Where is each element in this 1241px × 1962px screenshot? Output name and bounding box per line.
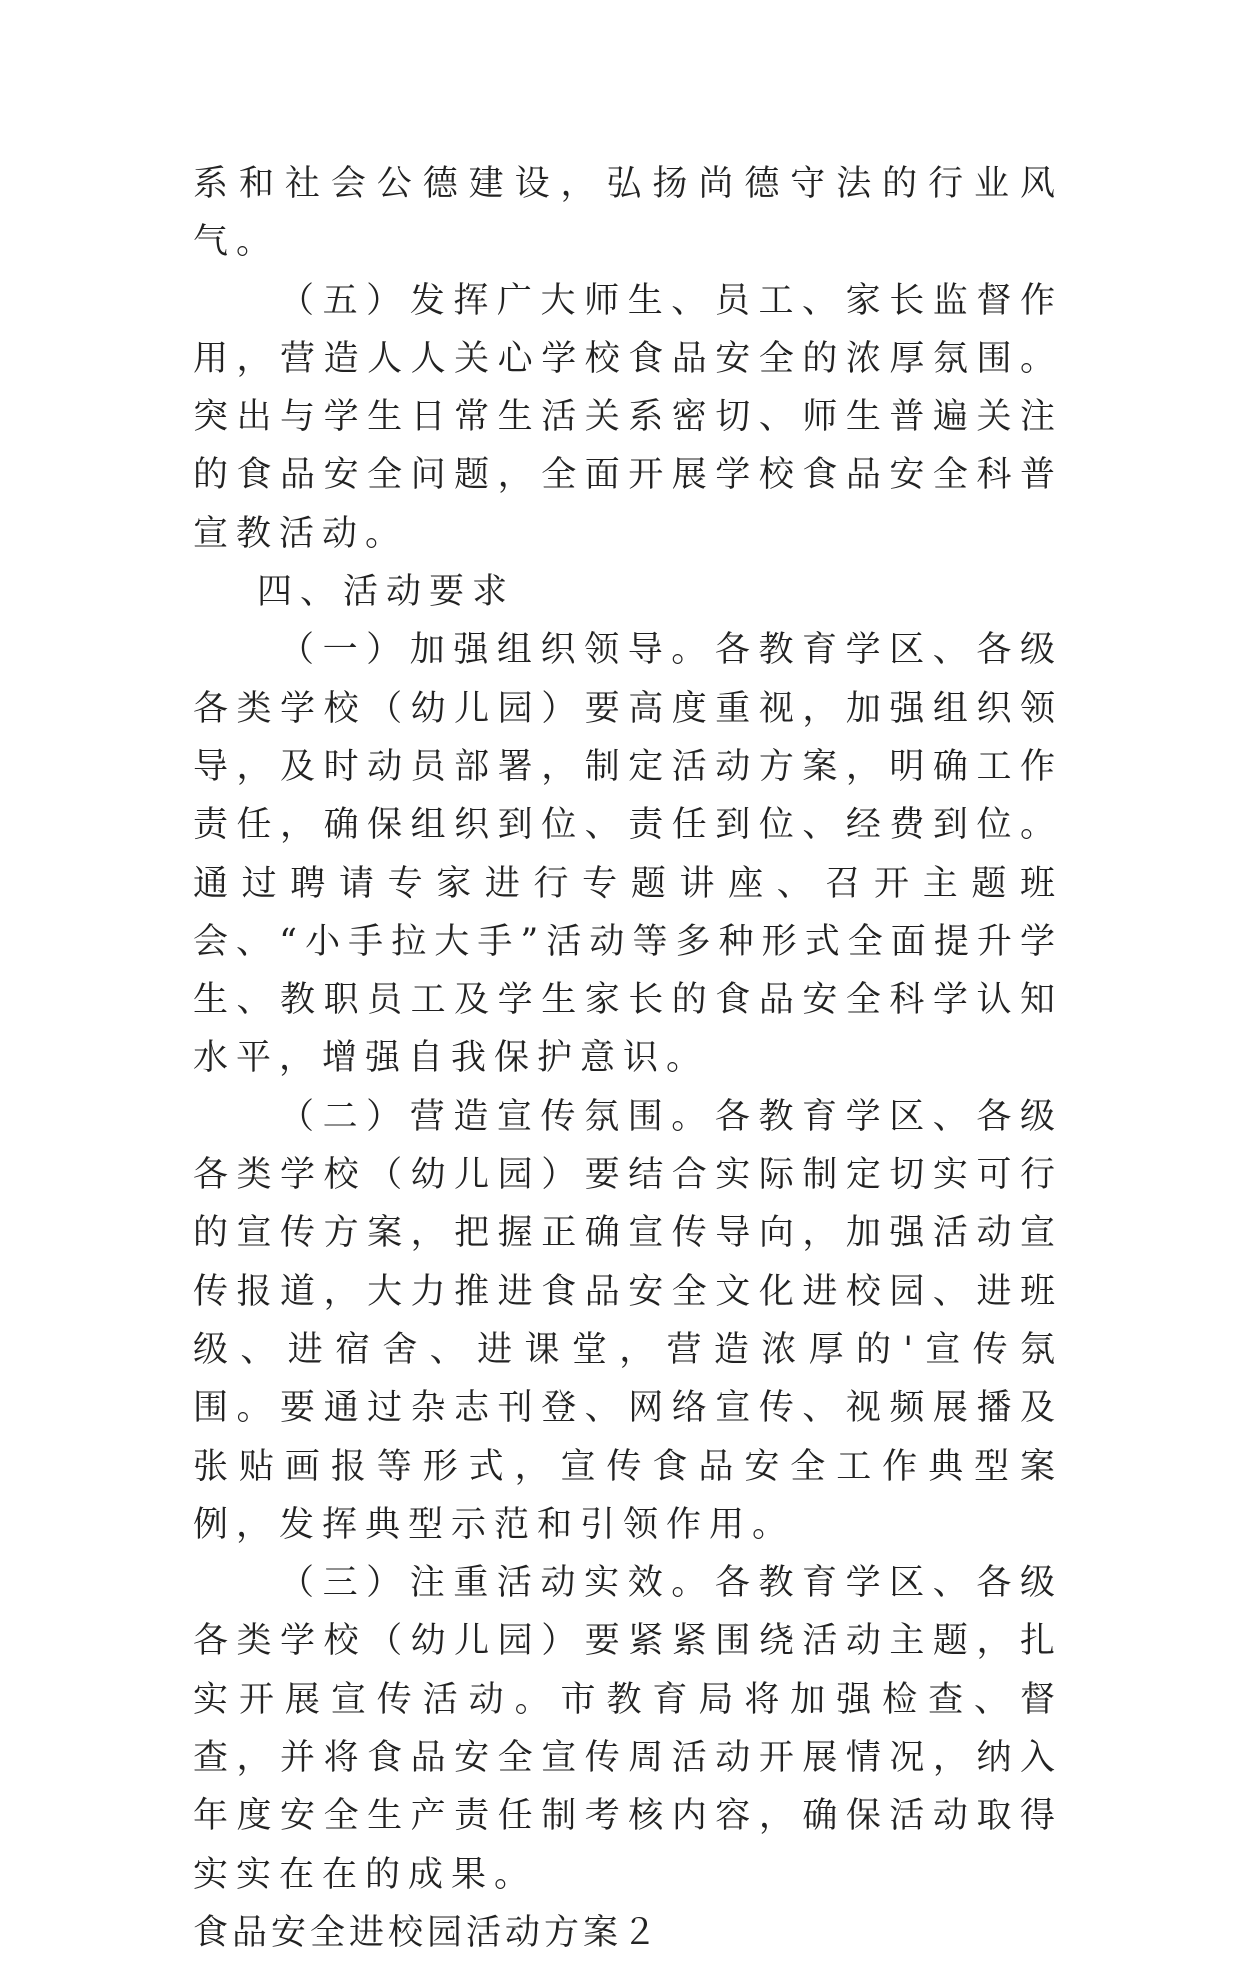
document-body	[193, 155, 1063, 1962]
paragraph-item-five: （五）发挥广大师生、员工、家长监督作用，营造人人关心学校食品安全的浓厚氛围。突出与学生日常生活关系密切、师生普遍关注的食品安全问题，全面开展学校食品安全科普宣教活动。	[193, 280, 1063, 554]
paragraph-item-two: （二）营造宣传氛围。各教育学区、各级各类学校（幼儿园）要结合实际制定切实可行的宣传方案，把握正确宣传导向，加强活动宣传报道，大力推进食品安全文化进校园、进班级、进宿舍、进课堂，营造浓厚的'宣传氛围。要通过杂志刊登、网络宣传、视频展播及张贴画报等形式，宣传食品安全工作典型案例，发挥典型示范和引领作用。	[193, 1096, 1063, 1545]
paragraph-continuation: 系和社会公德建设，弘扬尚德守法的行业风气。	[193, 164, 1063, 263]
section-heading-activity-requirements: 四、活动要求	[257, 572, 516, 613]
paragraph-item-three: （三）注重活动实效。各教育学区、各级各类学校（幼儿园）要紧紧围绕活动主题，扎实开展宣传活动。市教育局将加强检查、督查，并将食品安全宣传周活动开展情况，纳入年度安全生产责任制考核内容，确保活动取得实实在在的成果。	[193, 1563, 1063, 1895]
paragraph-item-one: （一）加强组织领导。各教育学区、各级各类学校（幼儿园）要高度重视，加强组织领导，及时动员部署，制定活动方案，明确工作责任，确保组织到位、责任到位、经费到位。通过聘请专家进行专题讲座、召开主题班会、“小手拉大手”活动等多种形式全面提升学生、教职员工及学生家长的食品安全科学认知水平，增强自我保护意识。	[193, 630, 1063, 1079]
next-document-title: 食品安全进校园活动方案２	[193, 1912, 662, 1953]
